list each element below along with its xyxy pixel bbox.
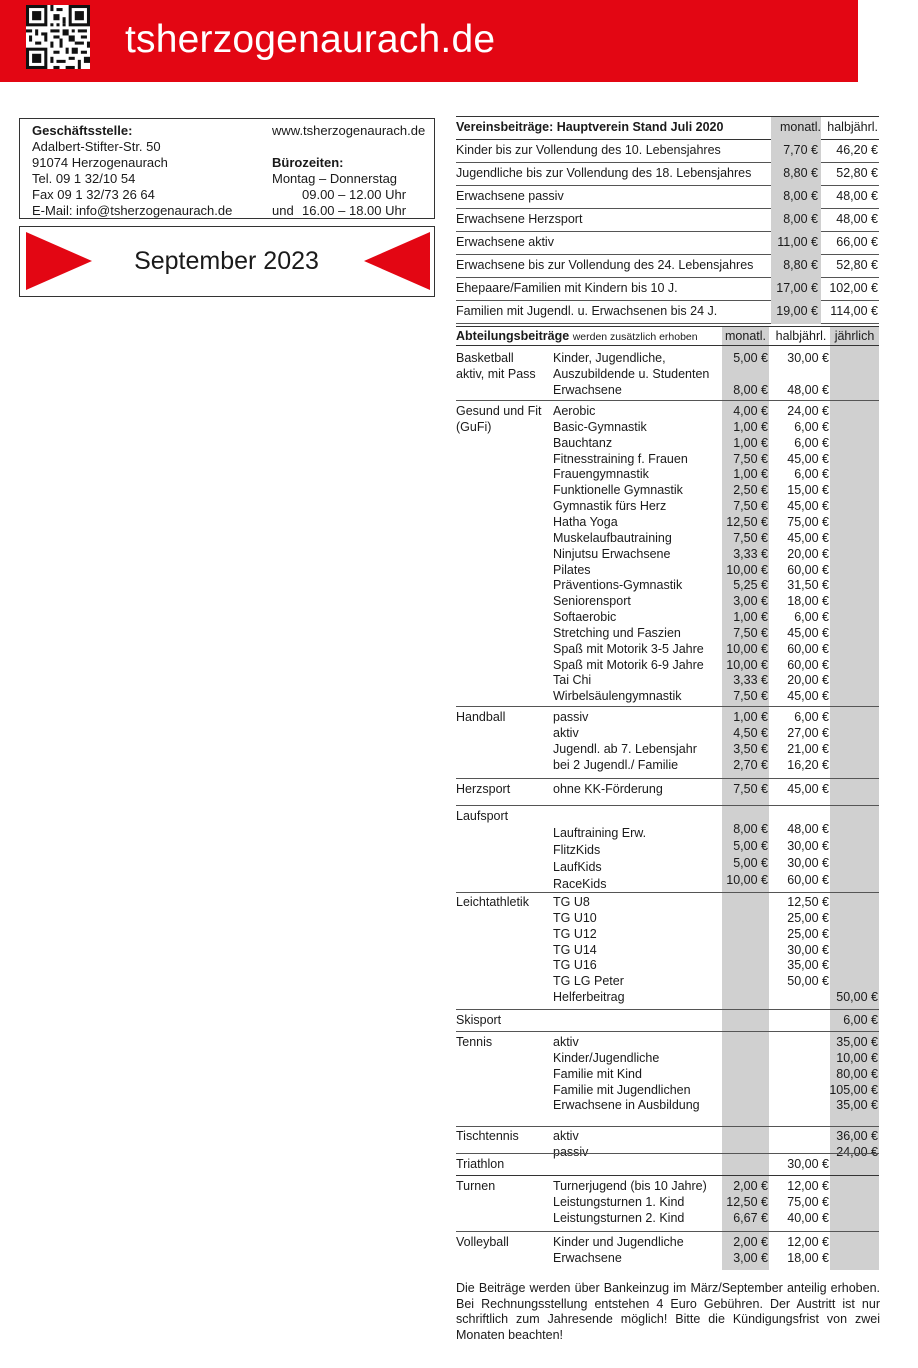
- dept-fee-half: 30,00 €: [787, 942, 829, 957]
- dept-fee-item: aktiv: [553, 1035, 579, 1049]
- dept-fee-item: Softaerobic: [553, 610, 617, 625]
- main-fee-monthly: 8,80 €: [783, 258, 818, 272]
- dept-fee-item: ohne KK-Förderung: [553, 782, 663, 796]
- dept-fee-item: RaceKids: [553, 877, 607, 891]
- dept-name: aktiv, mit Pass: [456, 366, 536, 381]
- dept-fee-item: Fitnesstraining f. Frauen: [553, 451, 688, 466]
- dept-fee-monthly: 10,00 €: [726, 657, 768, 672]
- dept-fee-monthly: 1,00 €: [733, 610, 768, 625]
- dept-fee-monthly: 4,00 €: [733, 404, 768, 418]
- dept-fee-item: Aerobic: [553, 404, 596, 418]
- dept-fee-monthly: 5,00 €: [733, 839, 768, 853]
- dept-fee-monthly: 1,00 €: [733, 419, 768, 434]
- dept-fee-year: 24,00 €: [836, 1144, 878, 1159]
- dept-name: Laufsport: [456, 809, 509, 823]
- dept-fee-item: TG U8: [553, 895, 590, 909]
- dept-fee-monthly: 12,50 €: [726, 514, 768, 529]
- dept-fee-item: Muskelaufbautraining: [553, 530, 672, 545]
- dept-fee-monthly: 10,00 €: [726, 562, 768, 577]
- dept-fee-year: 36,00 €: [836, 1129, 878, 1143]
- dept-fee-item: Spaß mit Motorik 3-5 Jahre: [553, 641, 704, 656]
- dept-fee-monthly: 8,00 €: [733, 822, 768, 836]
- dept-fee-monthly: 2,70 €: [733, 757, 768, 772]
- main-fees-title: Vereinsbeiträge: Hauptverein Stand Juli 2020: [456, 120, 724, 134]
- dept-fee-half: 12,50 €: [787, 895, 829, 909]
- main-fee-monthly: 17,00 €: [776, 281, 818, 295]
- dept-fee-monthly: 5,00 €: [733, 856, 768, 870]
- dept-fee-monthly: 3,50 €: [733, 741, 768, 756]
- dept-fee-half: 60,00 €: [787, 657, 829, 672]
- dept-fee-item: Erwachsene: [553, 382, 622, 397]
- dept-fee-monthly: 7,50 €: [733, 451, 768, 466]
- dept-fee-item: Bauchtanz: [553, 435, 613, 450]
- office-tel[interactable]: Tel. 09 1 32/10 54: [32, 171, 136, 186]
- dept-fee-half: 45,00 €: [787, 530, 829, 545]
- main-fee-label: Ehepaare/Familien mit Kindern bis 10 J.: [456, 281, 678, 295]
- dept-fee-monthly: 12,50 €: [726, 1194, 768, 1209]
- dept-fee-half: 25,00 €: [787, 910, 829, 925]
- dept-fee-half: 30,00 €: [787, 1157, 829, 1171]
- office-email[interactable]: E-Mail: info@tsherzogenaurach.de: [32, 203, 233, 218]
- main-fee-label: Familien mit Jugendl. u. Erwachsenen bis 24 J.: [456, 304, 718, 318]
- main-fee-half: 48,00 €: [836, 189, 878, 203]
- dept-fee-half: 6,00 €: [794, 710, 829, 724]
- office-fax: Fax 09 1 32/73 26 64: [32, 187, 155, 202]
- main-fee-half: 66,00 €: [836, 235, 878, 249]
- dept-fee-half: 18,00 €: [787, 594, 829, 609]
- dept-fee-item: TG U10: [553, 910, 597, 925]
- dept-fee-item: Lauftraining Erw.: [553, 826, 647, 840]
- dept-fee-item: Tai Chi: [553, 673, 592, 688]
- dept-fee-item: Stretching und Faszien: [553, 625, 681, 640]
- footer-note: Die Beiträge werden über Bankeinzug im März/September anteilig erhoben. Bei Rechnungsstellung entstehen 4 Euro Gebühren. Der Austritt ist nur schriftlich zum Jahresende möglich! Bitte die Kündigungsfrist von zwei Monaten beachten!: [456, 1281, 880, 1342]
- main-fee-row: [456, 232, 879, 255]
- dept-fee-monthly: 5,00 €: [733, 351, 768, 365]
- dept-fee-item: Seniorensport: [553, 594, 631, 609]
- dept-fee-item: Kinder/Jugendliche: [553, 1050, 660, 1065]
- main-fee-label: Erwachsene Herzsport: [456, 212, 583, 226]
- dept-fee-item: Jugendl. ab 7. Lebensjahr: [553, 741, 697, 756]
- dept-fee-monthly: 6,67 €: [733, 1210, 768, 1225]
- dept-fee-monthly: 7,50 €: [733, 782, 768, 796]
- dept-name: (GuFi): [456, 419, 492, 434]
- dept-fee-half: 25,00 €: [787, 926, 829, 941]
- main-fee-row: [456, 209, 879, 232]
- dept-fee-year: 10,00 €: [836, 1050, 878, 1065]
- dept-fee-monthly: 3,00 €: [733, 1250, 768, 1265]
- dept-fee-item: Frauengymnastik: [553, 467, 649, 482]
- dept-fee-item: TG LG Peter: [553, 974, 624, 989]
- main-fee-half: 52,80 €: [836, 258, 878, 272]
- dept-fee-half: 20,00 €: [787, 673, 829, 688]
- dept-fee-item: Kinder, Jugendliche,: [553, 351, 666, 365]
- dept-fee-half: 30,00 €: [787, 839, 829, 853]
- dept-fee-half: 45,00 €: [787, 451, 829, 466]
- dept-fee-item: aktiv: [553, 1129, 579, 1143]
- dept-fee-item: passiv: [553, 710, 589, 724]
- dept-col-monthly: monatl.: [725, 329, 766, 343]
- main-fee-monthly: 8,00 €: [783, 212, 818, 226]
- dept-fee-year: 80,00 €: [836, 1066, 878, 1081]
- main-fee-row: [456, 140, 879, 163]
- main-fees-header: [456, 116, 879, 140]
- hours-afternoon: 16.00 – 18.00 Uhr: [302, 203, 407, 218]
- main-fee-half: 46,20 €: [836, 143, 878, 157]
- dept-fee-monthly: 4,50 €: [733, 725, 768, 740]
- dept-fee-half: 60,00 €: [787, 641, 829, 656]
- dept-fee-item: Gymnastik fürs Herz: [553, 499, 667, 514]
- dept-fee-item: FlitzKids: [553, 843, 601, 857]
- dept-fee-monthly: 2,00 €: [733, 1179, 768, 1193]
- dept-name: Herzsport: [456, 782, 511, 796]
- dept-fee-item: Leistungsturnen 2. Kind: [553, 1210, 685, 1225]
- main-fee-half: 102,00 €: [829, 281, 878, 295]
- dept-fee-item: Turnerjugend (bis 10 Jahre): [553, 1179, 707, 1193]
- main-fee-label: Erwachsene passiv: [456, 189, 564, 203]
- main-fee-row: [456, 278, 879, 301]
- dept-fee-half: 75,00 €: [787, 1194, 829, 1209]
- dept-fee-item: aktiv: [553, 725, 579, 740]
- header-bar: [0, 0, 858, 82]
- dept-fee-half: 31,50 €: [787, 578, 829, 593]
- main-fee-label: Jugendliche bis zur Vollendung des 18. Lebensjahres: [456, 166, 752, 180]
- main-fee-row: [456, 163, 879, 186]
- dept-fee-half: 50,00 €: [787, 974, 829, 989]
- dept-fee-item: Pilates: [553, 562, 591, 577]
- office-city: 91074 Herzogenaurach: [32, 155, 168, 170]
- dept-fee-half: 6,00 €: [794, 467, 829, 482]
- main-fee-row: [456, 301, 879, 324]
- dept-fee-half: 75,00 €: [787, 514, 829, 529]
- dept-fee-item: Hatha Yoga: [553, 514, 618, 529]
- dept-fee-item: Erwachsene: [553, 1250, 622, 1265]
- main-fee-label: Erwachsene aktiv: [456, 235, 554, 249]
- dept-fee-monthly: 8,00 €: [733, 382, 768, 397]
- dept-fees-subtitle: werden zusätzlich erhoben: [572, 331, 698, 343]
- dept-fee-item: Helferbeitrag: [553, 990, 625, 1005]
- dept-fee-item: Kinder und Jugendliche: [553, 1235, 684, 1249]
- office-info-box: [19, 118, 435, 219]
- main-fee-monthly: 7,70 €: [783, 143, 818, 157]
- month-box: [19, 226, 435, 297]
- dept-fee-monthly: 3,33 €: [733, 546, 768, 561]
- main-fee-label: Erwachsene bis zur Vollendung des 24. Lebensjahres: [456, 258, 754, 272]
- dept-fee-half: 40,00 €: [787, 1210, 829, 1225]
- col-half: halbjährl.: [827, 120, 878, 134]
- dept-fee-half: 60,00 €: [787, 873, 829, 887]
- hours-afternoon-line: [272, 203, 425, 219]
- dept-fee-half: 30,00 €: [787, 856, 829, 870]
- dept-fee-monthly: 1,00 €: [733, 467, 768, 482]
- dept-fee-half: 45,00 €: [787, 499, 829, 514]
- dept-name: Gesund und Fit: [456, 404, 542, 418]
- dept-name: Handball: [456, 710, 506, 724]
- qr-code-icon[interactable]: [26, 5, 90, 69]
- main-fee-monthly: 8,00 €: [783, 189, 818, 203]
- dept-fee-item: Familie mit Jugendlichen: [553, 1082, 691, 1097]
- dept-fee-monthly: 3,00 €: [733, 594, 768, 609]
- dept-fee-monthly: 7,50 €: [733, 689, 768, 704]
- dept-fee-year: 35,00 €: [836, 1035, 878, 1049]
- hours-morning: 09.00 – 12.00 Uhr: [302, 187, 407, 202]
- dept-fee-half: 45,00 €: [787, 689, 829, 704]
- office-street: Adalbert-Stifter-Str. 50: [32, 139, 161, 154]
- dept-fee-monthly: 10,00 €: [726, 873, 768, 887]
- dept-name: Triathlon: [456, 1157, 505, 1171]
- main-fee-monthly: 11,00 €: [777, 235, 818, 249]
- hours-days: Montag – Donnerstag: [272, 171, 398, 186]
- main-fee-row: [456, 255, 879, 278]
- dept-fee-monthly: 3,33 €: [733, 673, 768, 688]
- dept-fee-monthly: 7,50 €: [733, 499, 768, 514]
- dept-fee-item: Auszubildende u. Studenten: [553, 366, 710, 381]
- dept-fee-half: 12,00 €: [787, 1179, 829, 1193]
- dept-fee-half: 6,00 €: [794, 610, 829, 625]
- dept-fee-half: 16,20 €: [787, 757, 829, 772]
- dept-fee-monthly: 7,50 €: [733, 530, 768, 545]
- dept-fee-monthly: 1,00 €: [733, 710, 768, 724]
- dept-name: Tischtennis: [456, 1129, 519, 1143]
- main-fee-half: 52,80 €: [836, 166, 878, 180]
- dept-fees-title: Abteilungsbeiträge: [456, 329, 570, 343]
- dept-fee-item: Erwachsene in Ausbildung: [553, 1098, 700, 1113]
- dept-fee-year: 105,00 €: [829, 1082, 878, 1097]
- main-fee-half: 114,00 €: [830, 304, 878, 318]
- dept-fee-item: Ninjutsu Erwachsene: [553, 546, 671, 561]
- dept-fee-half: 27,00 €: [787, 725, 829, 740]
- hours-und: und: [272, 203, 294, 218]
- dept-fee-half: 30,00 €: [787, 351, 829, 365]
- dept-fee-item: TG U12: [553, 926, 597, 941]
- dept-fee-half: 48,00 €: [787, 382, 829, 397]
- main-fee-half: 48,00 €: [836, 212, 878, 226]
- dept-name: Leichtathletik: [456, 895, 529, 909]
- dept-col-half: halbjährl.: [775, 329, 827, 343]
- dept-fee-item: Leistungsturnen 1. Kind: [553, 1194, 685, 1209]
- dept-name: Turnen: [456, 1179, 496, 1193]
- hours-title: Bürozeiten:: [272, 155, 344, 170]
- dept-col-year: jährlich: [834, 329, 875, 343]
- office-web[interactable]: www.tsherzogenaurach.de: [272, 123, 426, 138]
- dept-fee-half: 12,00 €: [787, 1235, 829, 1249]
- dept-fee-item: LaufKids: [553, 860, 602, 874]
- dept-name: Tennis: [456, 1035, 493, 1049]
- main-fees-table: [456, 116, 879, 324]
- main-fee-row: [456, 186, 879, 209]
- dept-fee-half: 35,00 €: [787, 958, 829, 973]
- dept-fee-half: 45,00 €: [787, 782, 829, 796]
- dept-fees-table: [456, 326, 879, 1270]
- month-label: September 2023: [134, 247, 319, 275]
- main-fee-monthly: 19,00 €: [776, 304, 818, 318]
- dept-fee-monthly: 2,00 €: [733, 1235, 768, 1249]
- office-title: Geschäftsstelle:: [32, 123, 133, 138]
- dept-fee-item: TG U16: [553, 958, 597, 973]
- dept-fee-half: 15,00 €: [787, 483, 829, 498]
- dept-fee-item: passiv: [553, 1144, 589, 1159]
- dept-fees-title-line: [456, 328, 698, 345]
- dept-fee-half: 20,00 €: [787, 546, 829, 561]
- dept-fee-item: Basic-Gymnastik: [553, 419, 647, 434]
- dept-fee-year: 50,00 €: [836, 990, 878, 1005]
- dept-fee-half: 60,00 €: [787, 562, 829, 577]
- site-title[interactable]: tsherzogenaurach.de: [125, 18, 496, 61]
- dept-fee-monthly: 7,50 €: [733, 625, 768, 640]
- dept-fee-half: 6,00 €: [794, 435, 829, 450]
- dept-name: Basketball: [456, 351, 514, 365]
- dept-fee-monthly: 1,00 €: [733, 435, 768, 450]
- dept-fee-year: 35,00 €: [836, 1098, 878, 1113]
- dept-fee-half: 24,00 €: [787, 404, 829, 418]
- main-fee-label: Kinder bis zur Vollendung des 10. Lebensjahres: [456, 143, 721, 157]
- dept-fee-item: Wirbelsäulengymnastik: [553, 689, 682, 704]
- col-monthly: monatl.: [780, 120, 821, 134]
- arrow-left-icon: [362, 227, 432, 295]
- dept-fee-half: 48,00 €: [787, 822, 829, 836]
- dept-fee-half: 6,00 €: [794, 419, 829, 434]
- dept-fee-monthly: 10,00 €: [726, 641, 768, 656]
- dept-fee-year: 6,00 €: [843, 1013, 878, 1027]
- main-fee-monthly: 8,80 €: [783, 166, 818, 180]
- dept-fee-item: Präventions-Gymnastik: [553, 578, 683, 593]
- dept-fee-item: bei 2 Jugendl./ Familie: [553, 757, 679, 772]
- dept-name: Volleyball: [456, 1235, 509, 1249]
- dept-fee-item: Spaß mit Motorik 6-9 Jahre: [553, 657, 704, 672]
- dept-fee-item: Funktionelle Gymnastik: [553, 483, 683, 498]
- dept-name: Skisport: [456, 1013, 502, 1027]
- dept-fee-monthly: 5,25 €: [733, 578, 768, 593]
- dept-fee-half: 21,00 €: [787, 741, 829, 756]
- dept-fee-half: 45,00 €: [787, 625, 829, 640]
- dept-fee-item: Familie mit Kind: [553, 1066, 642, 1081]
- dept-fee-half: 18,00 €: [787, 1250, 829, 1265]
- dept-fee-monthly: 2,50 €: [733, 483, 768, 498]
- dept-fee-item: TG U14: [553, 942, 597, 957]
